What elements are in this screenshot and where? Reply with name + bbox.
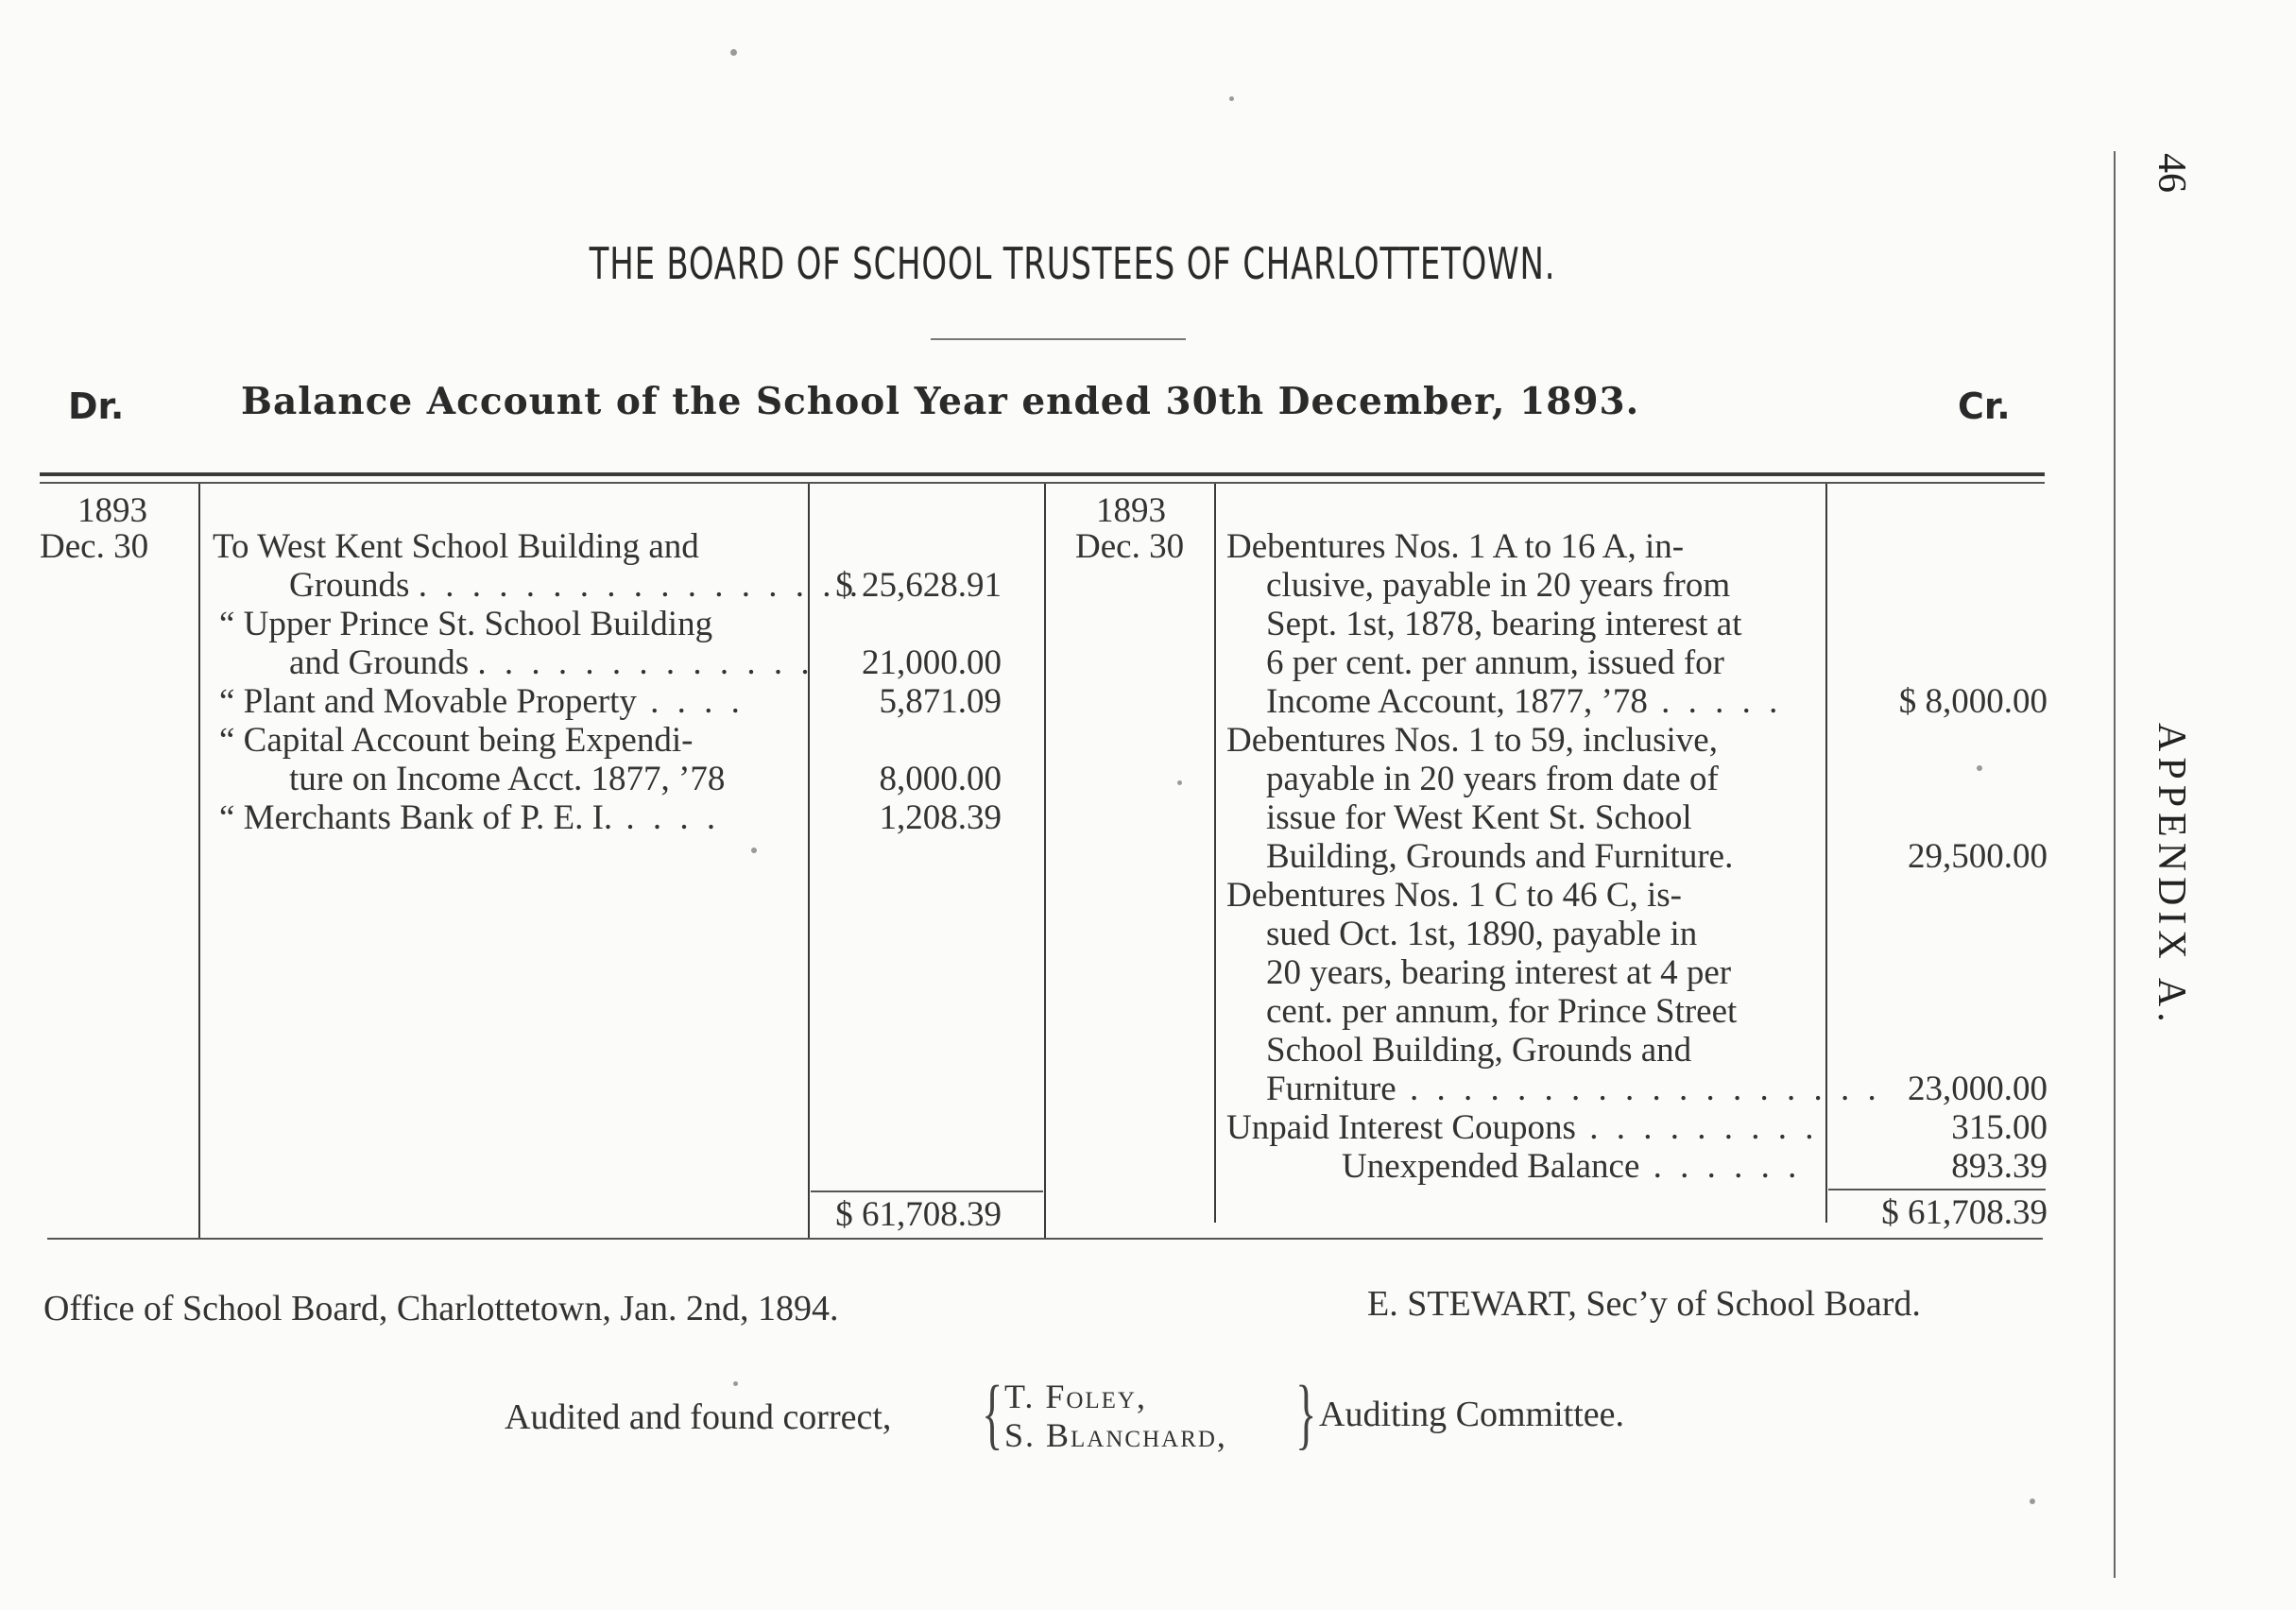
scan-speck: [751, 848, 757, 853]
dot-leader: . . . . . . . . . . . . . . . . . .: [1396, 1070, 1881, 1108]
debit-line: [289, 643, 814, 682]
dot-leader: . . . .: [636, 682, 745, 721]
debit-line-text: Grounds: [289, 566, 410, 605]
credit-line: cent. per annum, for Prince Street: [1266, 992, 1738, 1031]
debit-line: To West Kent School Building and: [213, 527, 699, 566]
credit-amount: 893.39: [1951, 1147, 2048, 1186]
credit-line: [1266, 1070, 1881, 1108]
dot-leader: . . . . . . . . . . . . . . . . .: [418, 566, 863, 605]
debit-amount: 5,871.09: [879, 682, 1002, 721]
debit-year: 1893: [77, 491, 147, 530]
account-heading: Balance Account of the School Year ended 30th December, 1893.: [241, 380, 1640, 423]
scan-speck: [1177, 780, 1182, 785]
dot-leader: . . . . . . . . . . . . .: [477, 643, 814, 682]
credit-line: School Building, Grounds and: [1266, 1031, 1692, 1070]
credit-line-text: Unpaid Interest Coupons: [1226, 1108, 1576, 1147]
left-brace: {: [982, 1370, 1003, 1458]
secretary-line: E. STEWART, Sec’y of School Board.: [1367, 1284, 1921, 1324]
credit-line: Building, Grounds and Furniture.: [1266, 837, 1734, 876]
credit-line: Sept. 1st, 1878, bearing interest at: [1266, 605, 1742, 643]
debit-total-rule: [811, 1190, 1043, 1192]
debit-line: [219, 682, 745, 721]
debit-line-text: and Grounds: [289, 643, 470, 682]
credit-line-text: Unexpended Balance: [1342, 1147, 1640, 1186]
right-brace: }: [1295, 1370, 1317, 1458]
scan-speck: [1229, 96, 1234, 101]
scan-speck: [2030, 1499, 2035, 1504]
debit-line-text: “ Plant and Movable Property: [219, 682, 637, 721]
credit-line: Debentures Nos. 1 to 59, inclusive,: [1226, 721, 1718, 760]
credit-amount: 315.00: [1951, 1108, 2048, 1147]
scan-speck: [730, 49, 737, 56]
credit-line: [1226, 1108, 1818, 1147]
credit-year: 1893: [1096, 491, 1166, 530]
table-top-rule: [40, 472, 2045, 476]
table-bottom-rule: [47, 1238, 2043, 1240]
credit-line: issue for West Kent St. School: [1266, 798, 1692, 837]
debit-date: Dec. 30: [40, 527, 149, 566]
credit-line-text: Furniture: [1266, 1070, 1396, 1108]
credit-line: sued Oct. 1st, 1890, payable in: [1266, 915, 1698, 953]
audited-text: Audited and found correct,: [505, 1397, 892, 1437]
credit-line: [1266, 682, 1782, 721]
page-number: 46: [2150, 153, 2193, 193]
scan-speck: [1977, 765, 1982, 771]
committee-label: Auditing Committee.: [1319, 1395, 1624, 1434]
appendix-label: APPENDIX A.: [2150, 723, 2193, 1028]
dot-leader: . . . . . .: [1639, 1147, 1802, 1186]
debit-line: “ Capital Account being Expendi-: [219, 721, 694, 760]
title-divider: [931, 338, 1186, 340]
dot-leader: . . . .: [612, 798, 721, 837]
dr-label: Dr.: [68, 385, 125, 427]
office-line: Office of School Board, Charlottetown, Jan. 2nd, 1894.: [43, 1289, 839, 1328]
cr-label: Cr.: [1958, 385, 2011, 427]
margin-rule: [2114, 151, 2116, 1578]
debit-amount: 8,000.00: [879, 760, 1002, 798]
page-title: THE BOARD OF SCHOOL TRUSTEES OF CHARLOTTETOWN.: [589, 238, 1556, 289]
col-rule: [1825, 484, 1827, 1223]
credit-line: 20 years, bearing interest at 4 per: [1266, 953, 1732, 992]
auditor-name: T. Foley,: [1004, 1378, 1147, 1415]
table-top-rule-thin: [40, 482, 2045, 484]
credit-amount: 29,500.00: [1908, 837, 2048, 876]
debit-line: “ Upper Prince St. School Building: [219, 605, 713, 643]
auditor-name: S. Blanchard,: [1004, 1416, 1227, 1454]
credit-line: clusive, payable in 20 years from: [1266, 566, 1731, 605]
debit-total: $ 61,708.39: [835, 1195, 1002, 1234]
debit-line: [289, 566, 863, 605]
dot-leader: . . . . . . . . .: [1575, 1108, 1819, 1147]
credit-amount: $ 8,000.00: [1898, 682, 2048, 721]
debit-line: [219, 798, 720, 837]
dot-leader: . . . . .: [1647, 682, 1783, 721]
debit-line-text: “ Merchants Bank of P. E. I.: [219, 798, 613, 837]
credit-line: Debentures Nos. 1 A to 16 A, in-: [1226, 527, 1685, 566]
debit-line: ture on Income Acct. 1877, ’78: [289, 760, 726, 798]
credit-line: Debentures Nos. 1 C to 46 C, is-: [1226, 876, 1682, 915]
debit-amount: 1,208.39: [879, 798, 1002, 837]
credit-date: Dec. 30: [1075, 527, 1185, 566]
credit-line: payable in 20 years from date of: [1266, 760, 1719, 798]
credit-line-text: Income Account, 1877, ’78: [1266, 682, 1648, 721]
col-rule: [198, 484, 200, 1238]
credit-line: [1342, 1147, 1801, 1186]
col-rule: [1044, 484, 1046, 1238]
col-rule: [1214, 484, 1216, 1223]
debit-amount: 21,000.00: [862, 643, 1002, 682]
scan-speck: [733, 1381, 738, 1386]
credit-amount: 23,000.00: [1908, 1070, 2048, 1108]
credit-line: 6 per cent. per annum, issued for: [1266, 643, 1724, 682]
debit-amount: $ 25,628.91: [835, 566, 1002, 605]
credit-total: $ 61,708.39: [1881, 1193, 2048, 1232]
credit-total-rule: [1828, 1189, 2046, 1190]
